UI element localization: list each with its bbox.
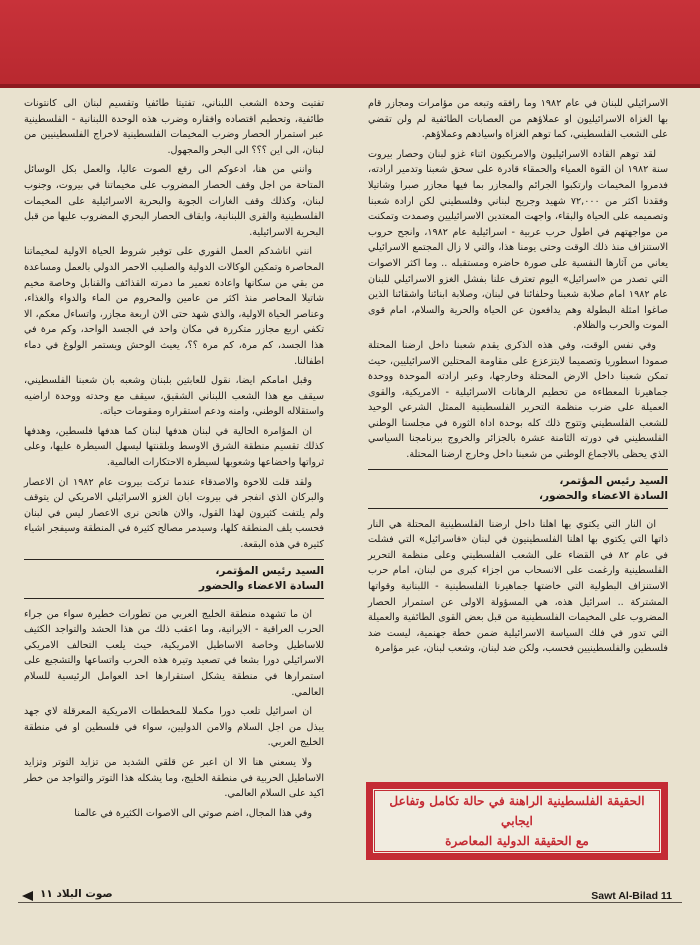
arrow-left-icon [22, 891, 33, 901]
paragraph: ان اسرائيل تلعب دورا مكملا للمخططات الامريكية المعرقلة لاي جهد يبذل من اجل السلام والامن الدوليين، سواء في فلسطين او في منطقة الخليج العربي. [24, 706, 324, 749]
paragraph: وفي نفس الوقت، وفي هذه الذكرى يقدم شعبنا داخل ارضنا المحتلة صمودا اسطوريا وتصميما لايتزعزع على مقاومة المحتلين الاسرائيليين، حيث تمكن شعبنا داخل الارض المحتلة وخارجها، وعبر ارادته الموحدة ووحدة جماهيرنا المعطاءة من تحطيم الرهانات الاسرائيلية - الامريكية، والقوى العميلة على ضرب منظمة التحرير الفلسطينية الممثل الشرعي الوحيد للشعب الفلسطيني وتتوج ذلك كله بوحدة اداة الثورة في مجلسنا الوطني الفلسطيني في دورته الثامنة عشرة بالجزائر والخروج ببرنامجنا السياسي الذي يحظى بالاجماع الوطني من شعبنا داخل وخارج ارضنا المحتلة. [368, 339, 668, 461]
paragraph: ان المؤامرة الحالية في لبنان هدفها لبنان كما هدفها فلسطين، وهدفها كذلك تقسيم منطقة الشرق الاوسط وبلقنتها ليسهل السيطرة عليها، وعلى ثرواتها واخضاعها وشعوبها لسيطرة الاحتكارات العالمية. [24, 425, 324, 469]
paragraph: ان ما تشهده منطقة الخليج العربي من تطورات خطيرة سواء من جراء الحرب العراقية - الايرانية، وما اعقب ذلك من هذا الحشد والتواجد الكثيف للاساطيل وخاصة الاساطيل الامريكية، حيث يلعب التحالف الامريكي الاسرائيلي دورا بشعا في تصعيد وتيرة هذه الحرب واتساعها والتشجيع على استمرارها في منطقة يشكل استقرارها احد العوامل الرئيسية للسلام العالمي. [24, 608, 324, 698]
paragraph: وفي هذا المجال، اضم صوتي الى الاصوات الكثيرة في عالمنا [74, 807, 312, 819]
paragraph: الاسرائيلي للبنان في عام ١٩٨٢ وما رافقه وتبعه من مؤامرات ومجازر قام بها الغزاة الاسرائيليون او عملاؤهم من العصابات الطائفية لم ولن تقضي على الشعب الفلسطيني، كما توهم الغزاة واسيادهم وعملاؤهم. [368, 98, 668, 141]
paragraph: ان النار التي يكتوي بها اهلنا داخل ارضنا الفلسطينية المحتلة هي النار ذاتها التي يكتوي بها اهلنا الفلسطينيون في لبنان «فاسرائيل» التي فشلت في عام ٨٢ في القضاء على الشعب الفلسطيني وعلى منظمة التحرير الفلسطينية وارغمت على الانسحاب من اجزاء كبرى من لبنان، امام حرب الاستنزاف البطولية التي خاضتها جماهيرنا الفلسطينية - اللبنانية وقواتها المشتركة .. اسرائيل هذه، هي المسؤولة الاولى عن استمرار الحصار المضروب على المخيمات الفلسطينية من قبل بعض القوى الطائفية والعميلة التي تدور في فلك السياسة الاسرائيلية ضمن خطة جهنمية، ليست ضد فلسطين والفلسطينيين فحسب، ولكن ضد لبنان، وشعب لبنان، عبر مؤامرة [368, 518, 668, 655]
page-folio-arabic: صوت البلاد ١١ [40, 888, 113, 900]
section-heading [368, 469, 668, 509]
pull-quote-box [372, 788, 662, 854]
heading-line: السادة الاعضاء والحضور [198, 579, 324, 592]
section-heading [24, 559, 324, 599]
paragraph: وانني من هنا، ادعوكم الى رفع الصوت عاليا، والعمل بكل الوسائل المتاحة من اجل وقف الحصار المضروب على مخيماتنا في بيروت، وجنوب لبنان، وكذلك وقف الغارات الجوية والبحرية الاسرائيلية على المخيمات الفلسطينية والقرى اللبنانية، وايقاف الحصار البحري المضروب عليها من قبل البحرية الاسرائيلية. [24, 164, 324, 238]
paragraph: وقبل امامكم ايضا، نقول للعابثين بلبنان وشعبه بان شعبنا الفلسطيني، سيقف مع هذا الشعب اللبناني الشقيق، سيقف مع وحدته ووحدة اراضيه واستقلاله الوطني، وامنه ودعم استقراره ومقومات حياته. [24, 375, 324, 418]
left-article-column [24, 96, 324, 825]
page-folio-english: Sawt Al-Bilad 11 [591, 890, 672, 902]
pull-quote-line: مع الحقيقة الدولية المعاصرة [445, 834, 589, 848]
heading-line: السادة الاعضاء والحضور، [538, 489, 668, 502]
paragraph: لقد توهم القادة الاسرائيليون والامريكيون اثناء غزو لبنان وحصار بيروت سنة ١٩٨٢ ان القوة العمياء والحمقاء قادرة على سحق شعبنا وتدمير ارادته، فدمروا المخيمات وارتكبوا الجرائم والمجازر بما فيها مجازر صبرا وشاتيلا وفقدنا اكثر من ٧٢,٠٠٠ شهيد وجريح لبناني وفلسطيني لكن ارادة شعبنا وتصميمه على الحياة والبقاء، واجهت المعتدين الاسرائيليين وصمدت وتمكنت من مواجهتهم في اطول حرب عربية - اسرائيلية عام ١٩٨٢، وانجح حروب الاستنزاف منذ ذلك الوقت وحتى يومنا هذا، والتي لا زال المجتمع الاسرائيلي يعاني من آثارها النفسية على صورة حاضره ومستقبله .. وما اكثر الاصوات التي تصدر من «اسرائيل» اليوم تعترف علنا بفشل الغزو الاسرائيلي للبنان عام ١٩٨٢ امام صلابة شعبنا وحلفائنا في لبنان، وصلابة ابنائنا واشقائنا الذين صاغوا امثلة البطولة وهم يدافعون عن الحياة والحرية والسلام، امام قوى الموت والحرب والظلام. [368, 148, 669, 332]
pull-quote-line: الحقيقة الفلسطينية الراهنة في حالة تكامل وتفاعل ايجابي [389, 794, 645, 828]
paragraph: تفتيت وحدة الشعب اللبناني، تفتيتا طائفيا وتقسيم لبنان الى كانتونات طائفية، وتحطيم اقتصاده وافقاره وضرب هذه الوحدة اللبنانية - الفلسطينية عبر استمرار الحصار وضرب المخيمات الفلسطينية لاخراج الفلسطينيين من لبنان، الى اين ؟؟؟ الى البحر والمجهول. [24, 98, 324, 156]
paragraph: ولقد قلت للاخوة والاصدقاء عندما تركت بيروت عام ١٩٨٢ ان الاعصار والبركان الذي انفجر في بيروت ابان الغزو الاسرائيلي الامريكي لن يتوقف ولم يلتفت كثيرون لهذا القول، والان هاتحن نرى الاعصار ليس في لبنان فحسب يلف المنطقة كلها، وسيدمر مصالح كثيرة في المنطقة وسيفجر اشياء كثيرة في هذه البقعة. [24, 476, 324, 551]
paragraph: انني اناشدكم العمل الفوري على توفير شروط الحياة الاولية لمخيماتنا المحاصرة وتمكين الوكالات الدولية والصليب الاحمر الدولي بالعمل ومساعدة من بقي من سكانها واعادة تعمير ما دمرته القذائف والقنابل وخاصة مخيم شاتيلا المحاصر منذ اكثر من عامين والمحروم من الماء والدواء والغذاء، وعناصر الحياة الاولية، والذي شهد حتى الان اربعة مجازر، واتساءل معكم، الا تكفي اربع مجازر متكررة في مكان واحد في الجسد الواحد، وكم مرة في هذا الجسد، كم مرة، كم مرة ؟؟، يعيث الوحش ويستمر الولوغ في دماء اطفالنا. [24, 246, 324, 367]
top-color-banner [0, 0, 700, 88]
heading-line: السيد رئيس المؤتمر، [559, 474, 668, 487]
footer-rule [18, 902, 682, 903]
heading-line: السيد رئيس المؤتمر، [215, 564, 324, 577]
right-article-column [368, 96, 668, 661]
paragraph: ولا يسعني هنا الا ان اعبر عن قلقي الشديد من تزايد التوتر وتزايد الاساطيل الحربية في منطقة الخليج، وما يشكله هذا التوتر والتواجد من خطر اكيد على السلام العالمي. [24, 756, 324, 800]
